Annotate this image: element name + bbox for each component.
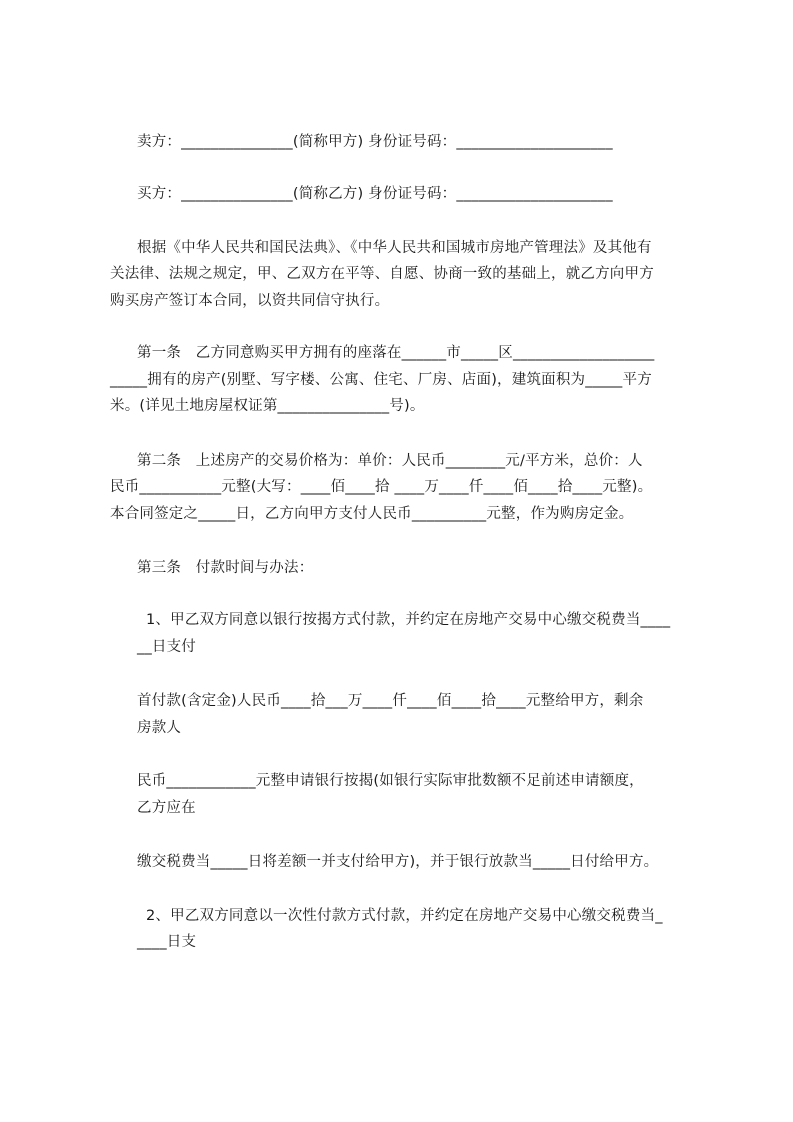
payment-method-1-line-2: __日支付 — [137, 639, 196, 655]
article-2-line-1: 第二条 上述房产的交易价格为：单价：人民币________元/平方米，总价：人 — [137, 453, 643, 469]
preamble-line-1: 根据《中华人民共和国民法典》、《中华人民共和国城市房地产管理法》及其他有 — [137, 240, 652, 256]
payment-method-1-line-1: 1、甲乙双方同意以银行按揭方式付款，并约定在房地产交易中心缴交税费当____ — [146, 612, 671, 628]
article-1-line-1: 第一条 乙方同意购买甲方拥有的座落在______市_____区___________________ — [137, 345, 655, 361]
article-3-heading: 第三条 付款时间与办法： — [137, 560, 314, 576]
preamble-line-3: 购买房产签订本合同，以资共同信守执行。 — [110, 293, 390, 309]
mortgage-line-2: 乙方应在 — [137, 800, 196, 816]
preamble-line-2: 关法律、法规之规定，甲、乙双方在平等、自愿、协商一致的基础上，就乙方向甲方 — [110, 266, 654, 282]
article-1-line-3: 米。(详见土地房屋权证第_______________号)。 — [110, 398, 425, 414]
down-payment-line-1: 首付款(含定金)人民币____拾___万____仟____佰____拾____元整给甲方，剩余 — [137, 693, 644, 709]
seller-line: 卖方：_______________(简称甲方) 身份证号码：_____________________ — [137, 134, 613, 150]
article-1-line-2: _____拥有的房产(别墅、写字楼、公寓、住宅、厂房、店面)，建筑面积为_____平方 — [110, 372, 652, 388]
down-payment-line-2: 房款人 — [137, 720, 182, 736]
mortgage-line-1: 民币____________元整申请银行按揭(如银行实际审批数额不足前述申请额度， — [137, 773, 644, 789]
tax-payment-line: 缴交税费当_____日将差额一并支付给甲方)，并于银行放款当_____日付给甲方。 — [137, 854, 659, 870]
payment-method-2-line-1: 2、甲乙双方同意以一次性付款方式付款，并约定在房地产交易中心缴交税费当_ — [146, 908, 663, 924]
article-2-line-3: 本合同签定之_____日，乙方向甲方支付人民币__________元整，作为购房定金。 — [110, 506, 634, 522]
payment-method-2-line-2: ____日支 — [137, 934, 197, 950]
article-2-line-2: 民币___________元整(大写：____佰____拾 ____万____仟____佰____拾____元整)。 — [110, 479, 653, 495]
buyer-line: 买方：_______________(简称乙方) 身份证号码：_____________________ — [137, 186, 613, 202]
